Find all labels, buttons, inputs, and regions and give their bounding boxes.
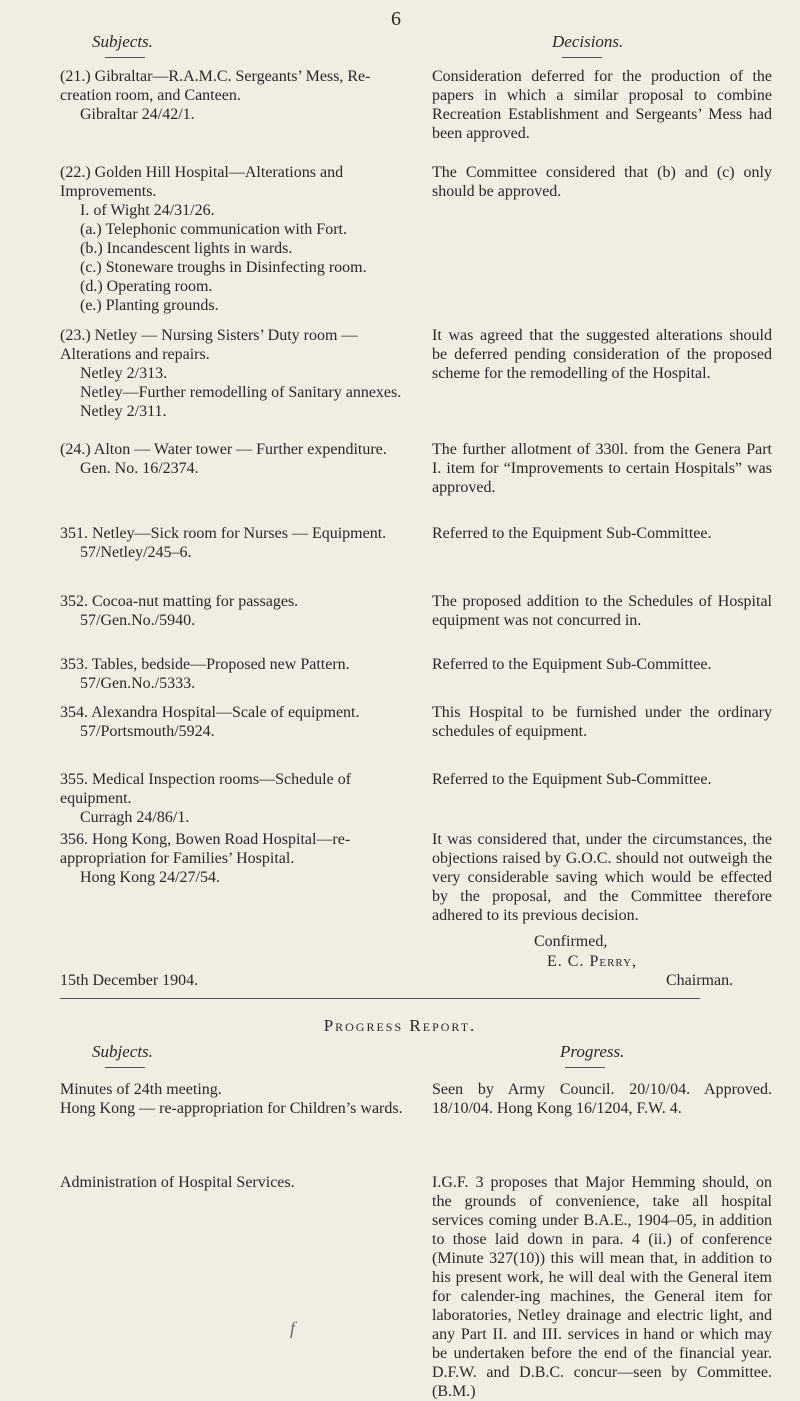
subjects-heading-rule: [105, 57, 145, 58]
progress-subject-2: [60, 1173, 410, 1192]
progress-subjects-rule: [105, 1067, 145, 1068]
subject-ref: Gibraltar 24/42/1.: [80, 106, 195, 123]
signatory-name: E. C. Perry,: [547, 953, 638, 970]
progress-report-title: Progress Report.: [323, 1016, 477, 1035]
subjects-heading: Subjects.: [92, 32, 153, 51]
subject-item-356: [60, 830, 410, 887]
decision-item-351: Referred to the Equipment Sub-Committee.: [432, 525, 712, 542]
decision-item-22: The Committee considered that (b) and (c) only should be approved.: [432, 164, 772, 200]
subject-ref: 57/Gen.No./5333.: [80, 675, 196, 692]
subject-ref: Hong Kong 24/27/54.: [80, 869, 220, 886]
subject-item-354: [60, 703, 410, 741]
subject-ref: Curragh 24/86/1.: [80, 809, 190, 826]
subject-title-2: Netley—Further remodelling of Sanitary annexes.: [80, 384, 402, 401]
subject-title: 353. Tables, bedside—Proposed new Pattern.: [60, 656, 350, 673]
subject-title: (21.) Gibraltar—R.A.M.C. Sergeants’ Mess, Re-creation room, and Canteen.: [60, 68, 371, 104]
meeting-date: 15th December 1904.: [60, 972, 199, 989]
subject-ref: I. of Wight 24/31/26.: [80, 202, 215, 219]
decision-item-352: The proposed addition to the Schedules of Hospital equipment was not concurred in.: [432, 593, 772, 629]
subject-title: 354. Alexandra Hospital—Scale of equipment.: [60, 704, 360, 721]
subject-ref: Gen. No. 16/2374.: [80, 460, 199, 477]
subject-item-24: [60, 440, 410, 478]
decision-item-23: It was agreed that the suggested alterations should be deferred pending consideration of the proposed scheme for the remodelling of the Hospital.: [432, 327, 772, 382]
subject-title: (24.) Alton — Water tower — Further expenditure.: [60, 441, 387, 458]
subitem-a: (a.) Telephonic communication with Fort.: [80, 221, 347, 238]
subject-ref: Netley 2/313.: [80, 365, 168, 382]
pencil-mark: f: [290, 1318, 296, 1338]
subject-ref-2: Netley 2/311.: [80, 403, 167, 420]
subject-title: 355. Medical Inspection rooms—Schedule of equipment.: [60, 771, 352, 807]
subitem-d: (d.) Operating room.: [80, 278, 213, 295]
subject-item-352: [60, 592, 410, 630]
decision-item-24: The further allotment of 330l. from the Genera Part I. item for “Improvements to certain Hospitals” was approved.: [432, 441, 772, 496]
subject-title: Minutes of 24th meeting.: [60, 1081, 222, 1098]
section-divider: [60, 998, 700, 999]
subject-title: 352. Cocoa-nut matting for passages.: [60, 593, 299, 610]
subitem-e: (e.) Planting grounds.: [80, 297, 219, 314]
progress-heading-rule: [565, 1067, 605, 1068]
subject-title-2: Hong Kong — re-appropriation for Children’s wards.: [60, 1100, 403, 1117]
subject-item-23: [60, 326, 410, 421]
subject-item-353: [60, 655, 410, 693]
decision-item-354: This Hospital to be furnished under the ordinary schedules of equipment.: [432, 704, 772, 740]
decisions-heading-rule: [562, 57, 602, 58]
progress-entry-1: Seen by Army Council. 20/10/04. Approved. 18/10/04. Hong Kong 16/1204, F.W. 4.: [432, 1081, 772, 1117]
subject-item-351: [60, 524, 410, 562]
signatory-title: Chairman.: [666, 972, 734, 989]
subject-ref: 57/Portsmouth/5924.: [80, 723, 215, 740]
decision-item-21: Consideration deferred for the production of the papers in which a similar proposal to combine Recreation Establishment and Sergeants’ Mess had been approved.: [432, 68, 772, 142]
progress-subjects-heading: Subjects.: [92, 1042, 153, 1061]
subject-item-355: [60, 770, 410, 827]
subject-item-21: [60, 67, 410, 124]
subject-title: Administration of Hospital Services.: [60, 1174, 295, 1191]
subitem-c: (c.) Stoneware troughs in Disinfecting room.: [80, 259, 367, 276]
progress-heading: Progress.: [560, 1042, 625, 1061]
subject-title: (23.) Netley — Nursing Sisters’ Duty room — Alterations and repairs.: [60, 327, 358, 363]
subject-title: 356. Hong Kong, Bowen Road Hospital—re-appropriation for Families’ Hospital.: [60, 831, 351, 867]
confirmed-text: Confirmed,: [534, 933, 608, 950]
decisions-heading: Decisions.: [552, 32, 624, 51]
decision-item-353: Referred to the Equipment Sub-Committee.: [432, 656, 712, 673]
subject-title: 351. Netley—Sick room for Nurses — Equipment.: [60, 525, 387, 542]
subject-ref: 57/Netley/245–6.: [80, 544, 192, 561]
subject-item-22: [60, 163, 410, 315]
progress-subject-1: [60, 1080, 410, 1118]
decision-item-356: It was considered that, under the circumstances, the objections raised by G.O.C. should not outweigh the very considerable saving which would be effected by the proposal, and the Committee therefore adhered to its previous decision.: [432, 831, 772, 924]
page-number: 6: [391, 8, 401, 30]
decision-item-355: Referred to the Equipment Sub-Committee.: [432, 771, 712, 788]
progress-entry-2: I.G.F. 3 proposes that Major Hemming should, on the grounds of convenience, take all hospital services coming under B.A.E., 1904–05, in addition to those laid down in para. 4 (ii.) of conference (Minute 327(10)) this will mean that, in addition to his present work, he will deal with the General item for calender-ing machines, the General item for laboratories, Netley drainage and electric light, and any Part II. and III. services in hand or which may be undertaken before the end of the financial year. D.F.W. and D.B.C. concur—seen by Committee. (B.M.): [432, 1174, 772, 1400]
subitem-b: (b.) Incandescent lights in wards.: [80, 240, 293, 257]
subject-title: (22.) Golden Hill Hospital—Alterations and Improvements.: [60, 164, 344, 200]
subject-ref: 57/Gen.No./5940.: [80, 612, 196, 629]
